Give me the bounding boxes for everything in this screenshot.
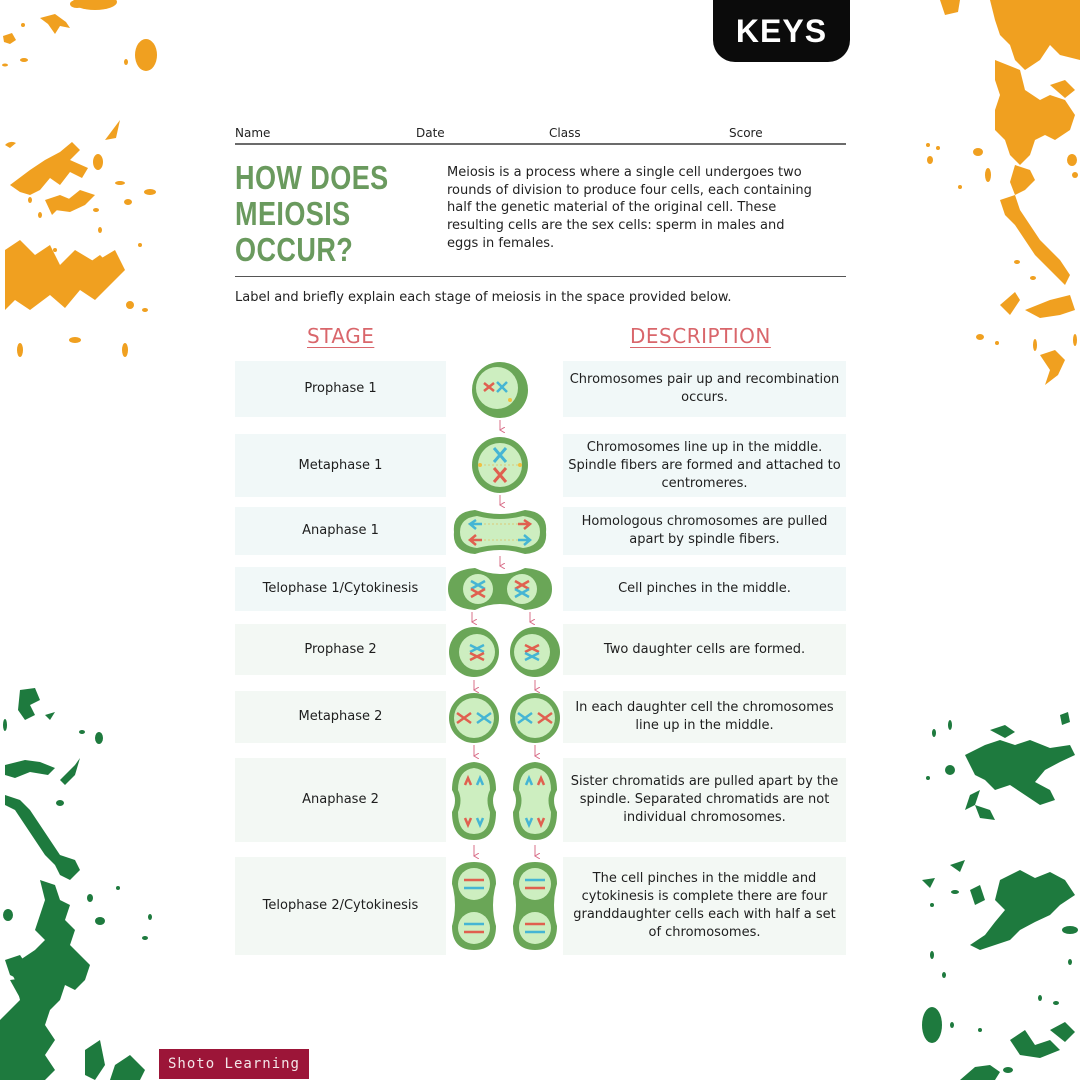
stage-cell-anaphase-1: Anaphase 1	[235, 507, 446, 555]
title-line-1: HOW DOES	[235, 159, 389, 196]
telophase-2-cell-icons	[452, 862, 557, 950]
stage-cell-anaphase-2: Anaphase 2	[235, 758, 446, 842]
title-line-2: MEIOSIS	[235, 195, 351, 232]
metaphase-2-cell-icons	[449, 693, 560, 743]
green-splatter-bottom-right	[910, 700, 1080, 1080]
description-cell-telophase-1: Cell pinches in the middle.	[563, 567, 846, 611]
stage-column-header: STAGE	[307, 324, 375, 348]
score-field-label: Score	[729, 126, 763, 140]
description-cell-anaphase-1: Homologous chromosomes are pulled apart by spindle fibers.	[563, 507, 846, 555]
stage-cell-prophase-1: Prophase 1	[235, 361, 446, 417]
orange-splatter-top-right	[900, 0, 1080, 400]
green-splatter-bottom-left	[0, 680, 160, 1080]
description-cell-metaphase-2: In each daughter cell the chromosomes line up in the middle.	[563, 691, 846, 743]
description-cell-metaphase-1: Chromosomes line up in the middle. Spindle fibers are formed and attached to centromeres.	[563, 434, 846, 497]
brand-badge	[159, 1049, 309, 1079]
instructions-text: Label and briefly explain each stage of meiosis in the space provided below.	[235, 290, 732, 305]
description-cell-telophase-2: The cell pinches in the middle and cytokinesis is complete there are four granddaughter cells each with half a set of chromosomes.	[563, 857, 846, 955]
page-title	[235, 160, 399, 268]
stage-cell-telophase-1: Telophase 1/Cytokinesis	[235, 567, 446, 611]
description-cell-prophase-2: Two daughter cells are formed.	[563, 624, 846, 675]
anaphase-2-cell-icons	[452, 762, 557, 840]
title-line-3: OCCUR?	[235, 231, 354, 268]
keys-tab	[713, 0, 850, 62]
date-field-label: Date	[416, 126, 445, 140]
intro-paragraph: Meiosis is a process where a single cell undergoes two rounds of division to produce four cells, each containing half the genetic material of the original cell. These resulting cells are the sex cells: sperm in males and eggs in females.	[447, 165, 812, 251]
stage-cell-telophase-2: Telophase 2/Cytokinesis	[235, 857, 446, 955]
stage-cell-prophase-2: Prophase 2	[235, 624, 446, 675]
worksheet-header-fields	[235, 125, 846, 145]
prophase-2-cell-icons	[449, 627, 560, 677]
name-field-label: Name	[235, 126, 271, 140]
section-divider	[235, 276, 846, 277]
prophase-1-cell-icon	[472, 362, 528, 418]
metaphase-1-cell-icon	[472, 437, 528, 493]
meiosis-diagram	[440, 355, 565, 965]
description-cell-prophase-1: Chromosomes pair up and recombination occurs.	[563, 361, 846, 417]
description-cell-anaphase-2: Sister chromatids are pulled apart by the spindle. Separated chromatids are not individual chromosomes.	[563, 758, 846, 842]
anaphase-1-cell-icon	[454, 510, 546, 554]
description-column-header: DESCRIPTION	[630, 324, 771, 348]
orange-splatter-top-left	[0, 0, 170, 370]
brand-name: Shoto Learning	[167, 1056, 300, 1072]
stage-cell-metaphase-1: Metaphase 1	[235, 434, 446, 497]
telophase-1-cell-icon	[448, 568, 552, 610]
keys-label: KEYS	[735, 13, 828, 49]
stage-cell-metaphase-2: Metaphase 2	[235, 691, 446, 743]
class-field-label: Class	[549, 126, 581, 140]
